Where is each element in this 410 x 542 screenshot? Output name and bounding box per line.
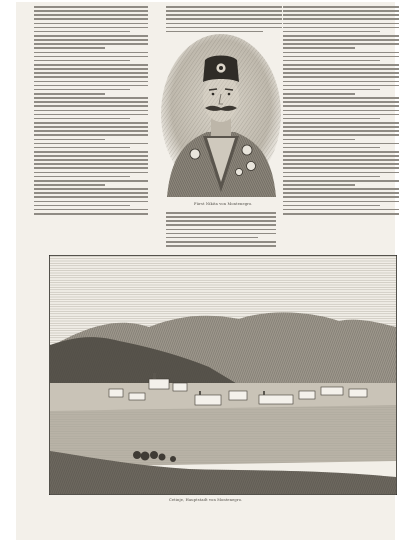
text-line xyxy=(283,35,399,37)
text-line xyxy=(283,18,399,20)
text-line xyxy=(34,163,148,165)
text-line xyxy=(166,216,276,218)
text-line xyxy=(34,31,130,33)
right-text-column xyxy=(283,6,399,218)
text-line xyxy=(34,134,148,136)
text-line xyxy=(34,172,148,174)
text-line xyxy=(283,143,399,145)
text-line xyxy=(283,130,399,132)
text-line xyxy=(34,139,105,141)
middle-top-text xyxy=(166,6,282,34)
text-line xyxy=(283,147,380,149)
text-line xyxy=(283,201,399,203)
text-line xyxy=(283,205,380,207)
text-line xyxy=(34,201,148,203)
text-line xyxy=(34,23,148,25)
text-line xyxy=(34,52,148,54)
text-line xyxy=(283,180,399,182)
text-line xyxy=(166,10,282,12)
text-line xyxy=(283,76,399,78)
text-line xyxy=(34,192,148,194)
text-line xyxy=(34,89,130,91)
text-line xyxy=(34,27,148,29)
text-line xyxy=(34,68,148,70)
text-line xyxy=(166,23,282,25)
photo-caption: Cetinje, Hauptstadt von Montenegro. xyxy=(169,498,243,502)
text-line xyxy=(34,18,148,20)
text-line xyxy=(34,93,105,95)
text-line xyxy=(283,47,355,49)
text-line xyxy=(34,184,105,186)
text-line xyxy=(34,39,148,41)
text-line xyxy=(283,134,399,136)
text-line xyxy=(283,31,380,33)
text-line xyxy=(34,110,148,112)
text-line xyxy=(283,60,380,62)
text-line xyxy=(283,105,399,107)
text-line xyxy=(34,114,148,116)
text-line xyxy=(283,68,399,70)
text-line xyxy=(34,47,105,49)
text-line xyxy=(34,35,148,37)
text-line xyxy=(34,6,148,8)
text-line xyxy=(34,159,148,161)
text-line xyxy=(166,14,282,16)
text-line xyxy=(34,196,148,198)
text-line xyxy=(34,85,148,87)
left-text-column xyxy=(34,6,148,218)
text-line xyxy=(283,114,399,116)
text-line xyxy=(34,143,148,145)
text-line xyxy=(34,176,130,178)
text-line xyxy=(34,213,148,215)
text-line xyxy=(283,93,355,95)
text-line xyxy=(34,180,148,182)
text-line xyxy=(34,151,148,153)
middle-bottom-text xyxy=(166,212,276,248)
text-line xyxy=(283,81,399,83)
text-line xyxy=(166,224,276,226)
text-line xyxy=(166,6,282,8)
text-line xyxy=(34,188,148,190)
portrait-caption: Fürst Nikita von Montenegro. xyxy=(194,202,253,206)
text-line xyxy=(34,155,148,157)
text-line xyxy=(34,122,148,124)
text-line xyxy=(283,184,355,186)
text-line xyxy=(283,209,399,211)
text-line xyxy=(283,213,399,215)
text-line xyxy=(34,72,148,74)
text-line xyxy=(283,188,399,190)
text-line xyxy=(34,10,148,12)
text-line xyxy=(283,176,380,178)
text-line xyxy=(283,10,399,12)
text-line xyxy=(283,85,399,87)
text-line xyxy=(283,6,399,8)
text-line xyxy=(34,126,148,128)
text-line xyxy=(166,229,276,231)
text-line xyxy=(283,23,399,25)
magazine-page xyxy=(16,2,395,540)
text-line xyxy=(166,245,276,247)
text-line xyxy=(34,56,148,58)
text-line xyxy=(283,192,399,194)
text-line xyxy=(34,167,148,169)
text-line xyxy=(34,14,148,16)
text-line xyxy=(283,122,399,124)
text-line xyxy=(34,43,148,45)
text-line xyxy=(283,27,399,29)
text-line xyxy=(283,101,399,103)
text-line xyxy=(34,60,130,62)
text-line xyxy=(283,155,399,157)
text-line xyxy=(34,81,148,83)
text-line xyxy=(34,76,148,78)
text-line xyxy=(283,196,399,198)
text-line xyxy=(283,64,399,66)
text-line xyxy=(283,151,399,153)
text-line xyxy=(166,212,276,214)
text-line xyxy=(166,241,276,243)
text-line xyxy=(34,97,148,99)
portrait-engraving xyxy=(159,32,284,197)
text-line xyxy=(34,118,130,120)
text-line xyxy=(283,118,380,120)
text-line xyxy=(283,167,399,169)
text-line xyxy=(283,89,380,91)
text-line xyxy=(283,159,399,161)
text-line xyxy=(34,205,130,207)
text-line xyxy=(283,126,399,128)
text-line xyxy=(283,14,399,16)
text-line xyxy=(283,72,399,74)
text-line xyxy=(34,101,148,103)
text-line xyxy=(34,105,148,107)
text-line xyxy=(166,233,276,235)
text-line xyxy=(283,172,399,174)
text-line xyxy=(34,209,148,211)
landscape-engraving xyxy=(49,255,397,495)
text-line xyxy=(283,43,399,45)
text-line xyxy=(283,110,399,112)
text-line xyxy=(34,147,130,149)
text-line xyxy=(166,18,282,20)
text-line xyxy=(34,64,148,66)
text-line xyxy=(283,139,355,141)
text-line xyxy=(283,97,399,99)
text-line xyxy=(283,39,399,41)
text-line xyxy=(283,163,399,165)
text-line xyxy=(34,130,148,132)
text-line xyxy=(283,56,399,58)
text-line xyxy=(283,52,399,54)
text-line xyxy=(166,27,282,29)
text-line xyxy=(166,237,258,239)
text-line xyxy=(166,220,276,222)
